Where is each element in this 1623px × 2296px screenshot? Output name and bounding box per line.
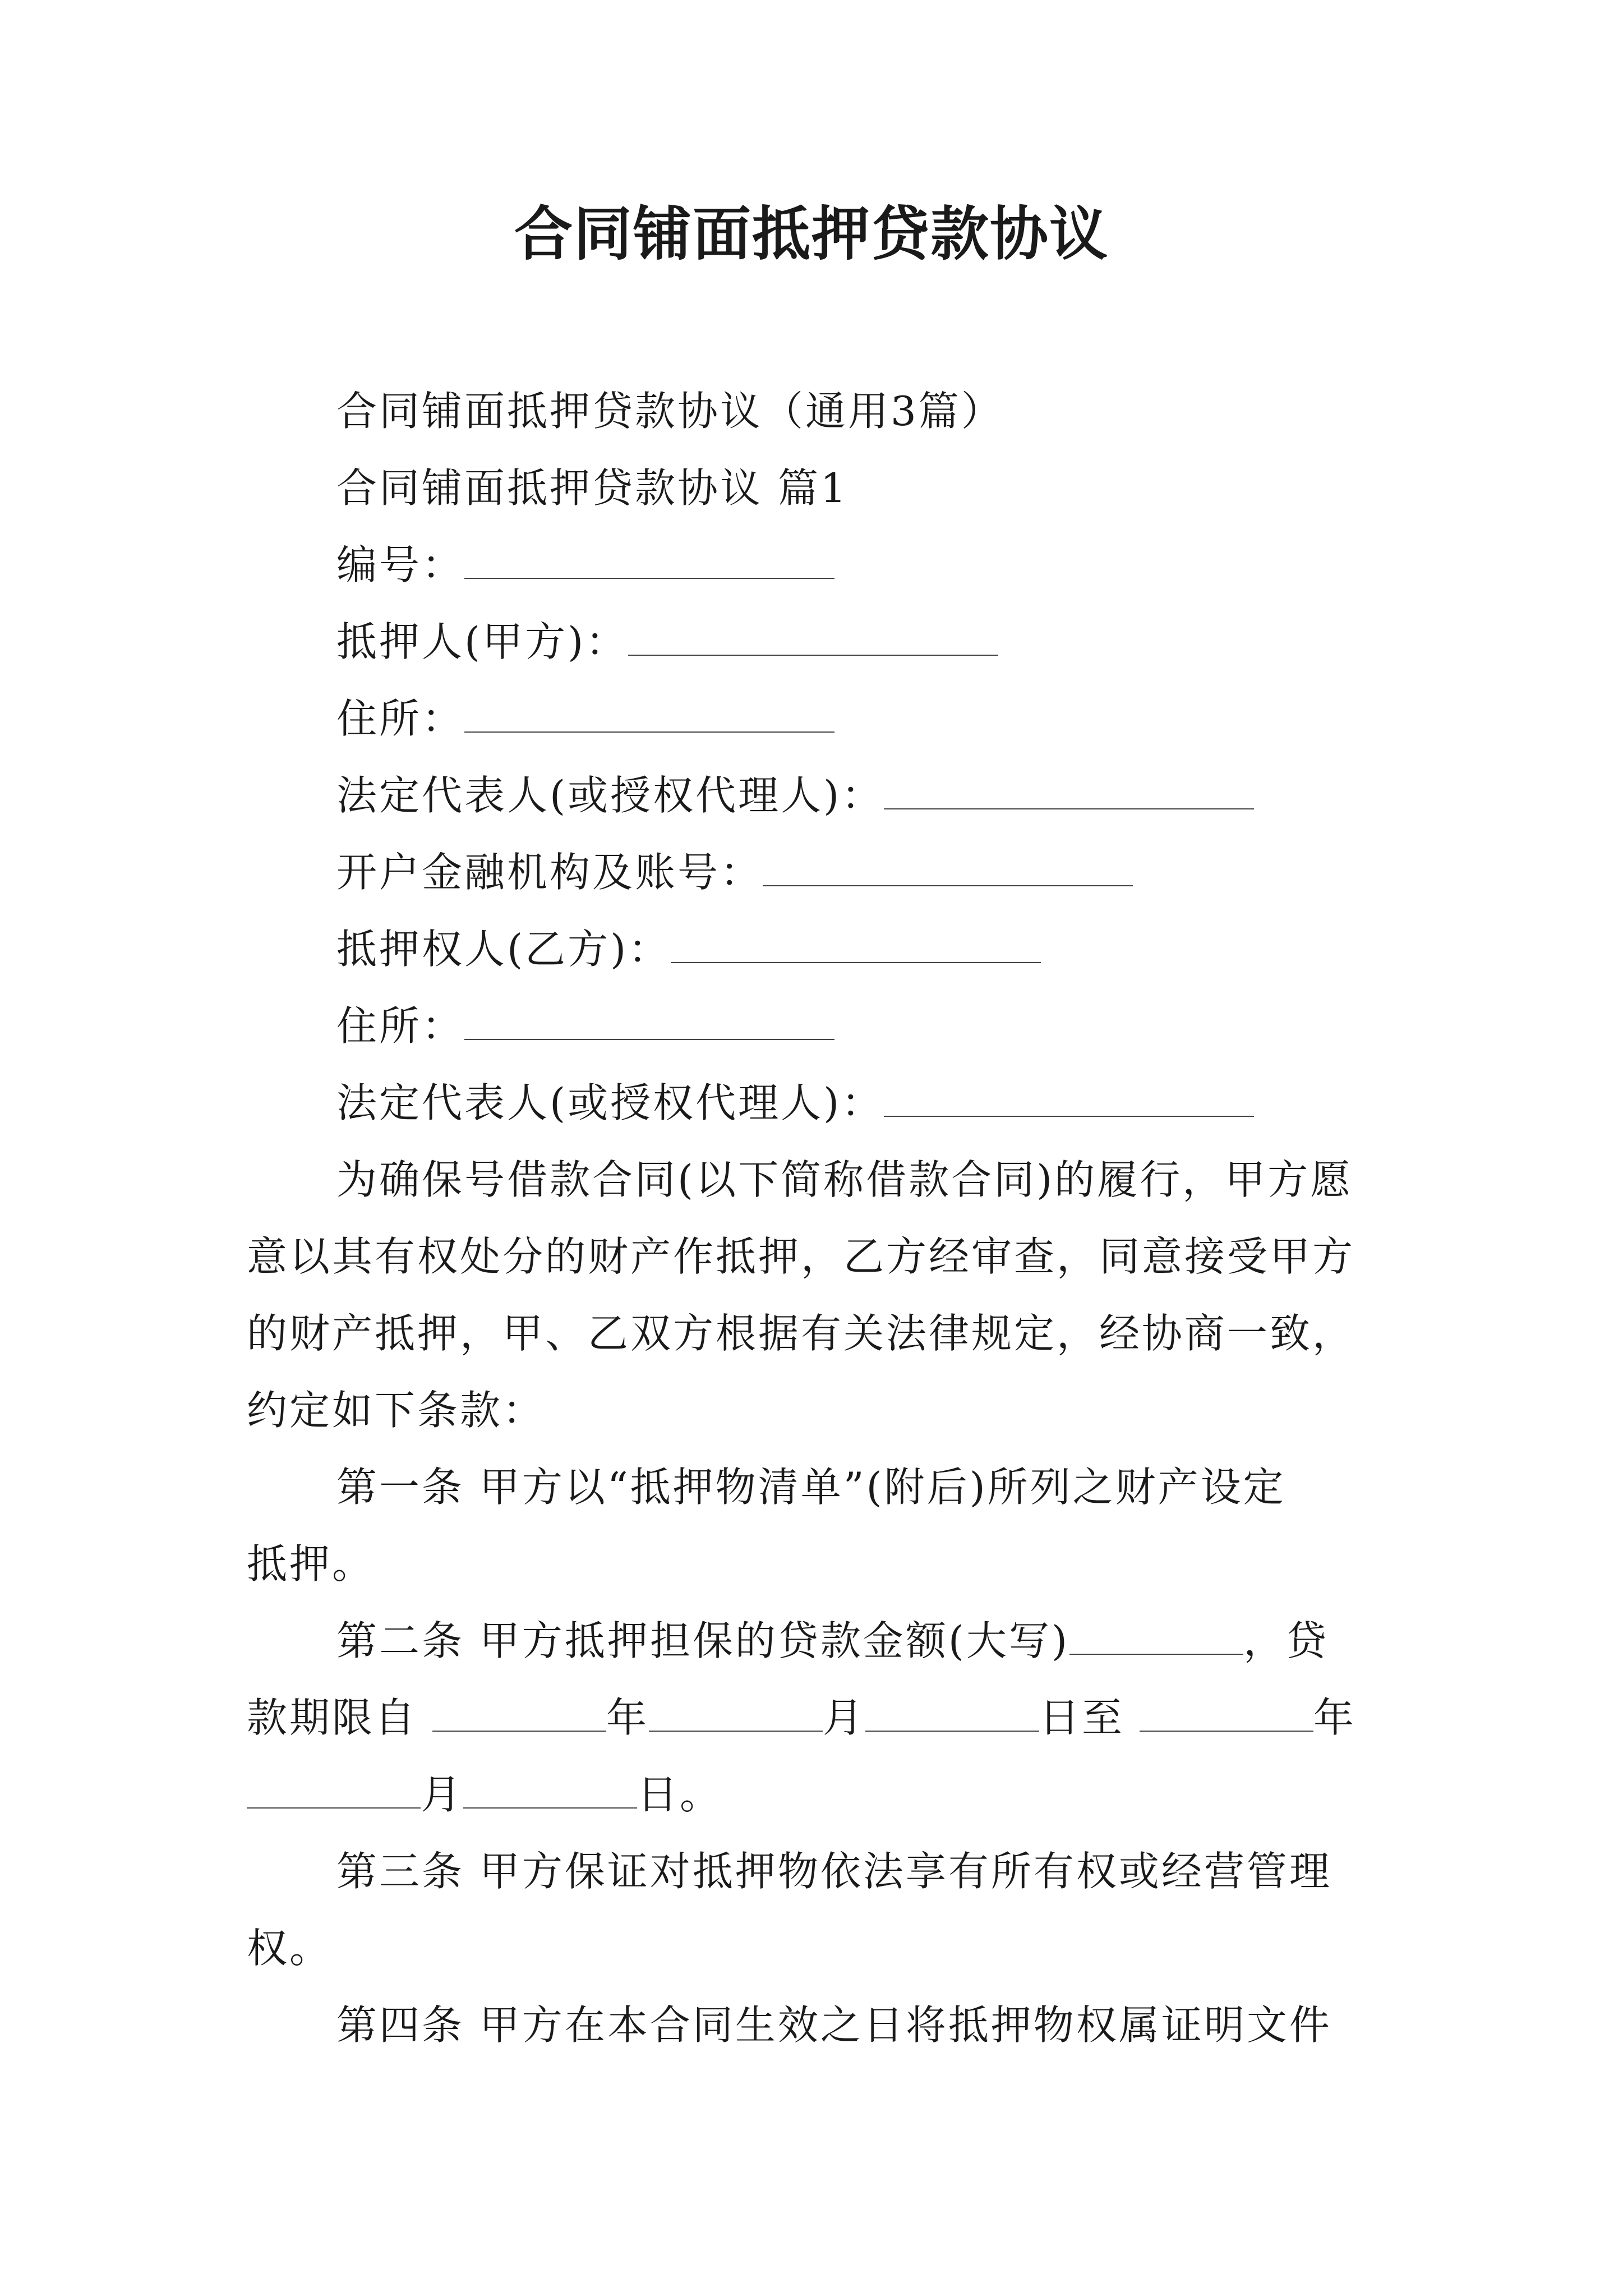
field-label: 抵押人(甲方)： bbox=[336, 618, 629, 665]
field-number bbox=[247, 527, 1402, 604]
field-representative-2 bbox=[247, 1065, 1402, 1142]
preamble-line: 意以其有权处分的财产作抵押，乙方经审查，同意接受甲方 bbox=[247, 1233, 1355, 1280]
preamble-line: 的财产抵押，甲、乙双方根据有关法律规定，经协商一致， bbox=[247, 1310, 1355, 1357]
blank-line bbox=[671, 928, 1041, 963]
blank-line bbox=[628, 621, 998, 656]
field-label: 编号： bbox=[336, 541, 465, 588]
article-3-line: 第三条 甲方保证对抵押物依法享有所有权或经营管理 bbox=[336, 1848, 1332, 1895]
blank-line bbox=[865, 1697, 1039, 1732]
blank-line bbox=[464, 544, 834, 579]
blank-line bbox=[649, 1697, 823, 1732]
blank-line bbox=[247, 1774, 421, 1809]
article-4-line: 第四条 甲方在本合同生效之日将抵押物权属证明文件 bbox=[336, 2001, 1332, 2049]
field-label: 住所： bbox=[336, 1002, 465, 1050]
subtitle: 合同铺面抵押贷款协议（通用3篇） bbox=[336, 388, 1004, 435]
document-title: 合同铺面抵押贷款协议 bbox=[514, 199, 1109, 268]
blank-line bbox=[432, 1697, 606, 1732]
article-1-line: 抵押。 bbox=[247, 1540, 375, 1588]
article-3-line: 权。 bbox=[247, 1925, 333, 1972]
field-mortgagor bbox=[247, 604, 1402, 680]
article-2-text: 第二条 甲方抵押担保的贷款金额(大写) bbox=[336, 1617, 1070, 1664]
field-mortgagee bbox=[247, 911, 1402, 988]
field-bank-account bbox=[247, 834, 1402, 911]
article-2-line bbox=[247, 1680, 1402, 1756]
blank-line bbox=[464, 698, 834, 733]
blank-line bbox=[1069, 1620, 1243, 1655]
year-label: 年 bbox=[1313, 1694, 1356, 1741]
blank-line bbox=[464, 1005, 834, 1040]
field-representative-1 bbox=[247, 757, 1402, 834]
day-label: 日。 bbox=[637, 1771, 723, 1818]
field-address-1 bbox=[247, 680, 1402, 757]
document-body bbox=[247, 373, 1402, 2064]
field-label: 抵押权人(乙方)： bbox=[336, 926, 671, 973]
article-2-text: 日至 bbox=[1039, 1694, 1140, 1741]
month-label: 月 bbox=[421, 1771, 464, 1818]
chapter-heading: 合同铺面抵押贷款协议 篇1 bbox=[336, 464, 849, 512]
field-label: 法定代表人(或授权代理人)： bbox=[336, 1079, 884, 1126]
blank-line bbox=[884, 1082, 1254, 1117]
field-label: 法定代表人(或授权代理人)： bbox=[336, 772, 884, 819]
preamble-line: 为确保号借款合同(以下简称借款合同)的履行，甲方愿 bbox=[336, 1156, 1353, 1203]
blank-line bbox=[884, 775, 1254, 809]
article-2-text: ，贷 bbox=[1243, 1617, 1329, 1664]
article-1-line: 第一条 甲方以“抵押物清单”(附后)所列之财产设定 bbox=[336, 1464, 1286, 1511]
blank-line bbox=[763, 852, 1133, 886]
preamble-line: 约定如下条款： bbox=[247, 1387, 546, 1434]
blank-line bbox=[463, 1774, 637, 1809]
article-2-line bbox=[247, 1603, 1402, 1680]
year-label: 年 bbox=[606, 1694, 649, 1741]
field-label: 开户金融机构及账号： bbox=[336, 849, 763, 896]
field-label: 住所： bbox=[336, 695, 465, 742]
blank-line bbox=[1140, 1697, 1313, 1732]
month-label: 月 bbox=[822, 1694, 865, 1741]
article-2-text: 款期限自 bbox=[247, 1694, 432, 1741]
article-2-line bbox=[247, 1756, 1402, 1833]
field-address-2 bbox=[247, 988, 1402, 1065]
